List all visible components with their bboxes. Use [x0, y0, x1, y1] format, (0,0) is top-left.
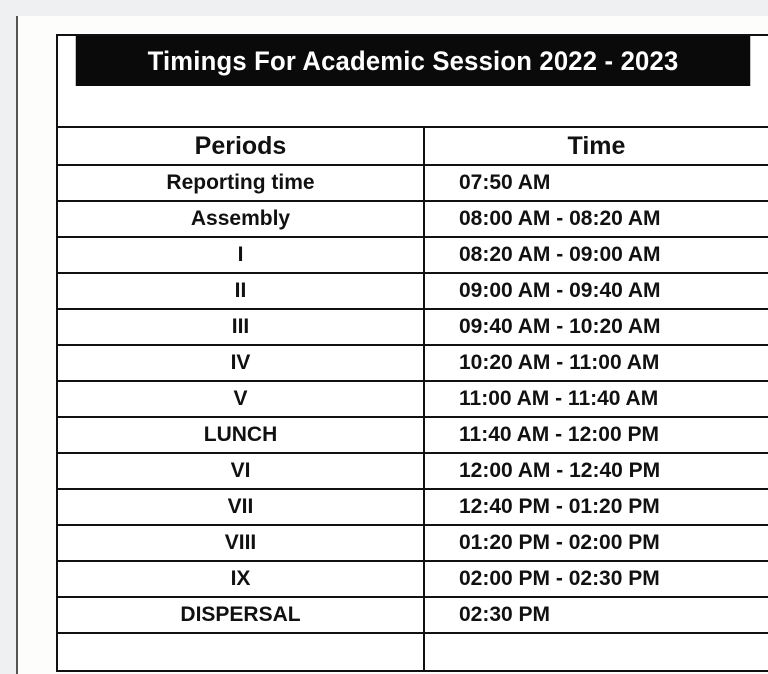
- blank-row: [58, 86, 768, 128]
- period-cell: V: [58, 381, 424, 417]
- table-row: [58, 381, 768, 417]
- table-row: [58, 417, 768, 453]
- period-cell: DISPERSAL: [58, 597, 424, 633]
- time-cell: 09:40 AM - 10:20 AM: [424, 309, 768, 345]
- time-cell: 09:00 AM - 09:40 AM: [424, 273, 768, 309]
- period-cell: LUNCH: [58, 417, 424, 453]
- time-cell: 11:00 AM - 11:40 AM: [424, 381, 768, 417]
- header-periods: Periods: [58, 128, 424, 165]
- time-cell: 10:20 AM - 11:00 AM: [424, 345, 768, 381]
- period-cell: VI: [58, 453, 424, 489]
- table-row: [58, 201, 768, 237]
- time-cell: 01:20 PM - 02:00 PM: [424, 525, 768, 561]
- table-row: [58, 273, 768, 309]
- period-cell: Reporting time: [58, 165, 424, 201]
- table-row: [58, 237, 768, 273]
- time-cell: 08:20 AM - 09:00 AM: [424, 237, 768, 273]
- empty-row: [58, 633, 768, 670]
- table-row: [58, 561, 768, 597]
- table-row: [58, 489, 768, 525]
- time-cell: 12:40 PM - 01:20 PM: [424, 489, 768, 525]
- period-cell: III: [58, 309, 424, 345]
- time-cell: 02:00 PM - 02:30 PM: [424, 561, 768, 597]
- paper-page: [16, 16, 768, 674]
- table-row: [58, 165, 768, 201]
- table-header-row: [58, 128, 768, 165]
- table-row: [58, 597, 768, 633]
- table-row: [58, 309, 768, 345]
- period-cell: IX: [58, 561, 424, 597]
- period-cell: Assembly: [58, 201, 424, 237]
- period-cell: VII: [58, 489, 424, 525]
- table-row: [58, 453, 768, 489]
- document-title: Timings For Academic Session 2022 - 2023: [76, 36, 751, 86]
- table-row: [58, 525, 768, 561]
- empty-cell: [58, 633, 424, 670]
- period-cell: VIII: [58, 525, 424, 561]
- time-cell: 11:40 AM - 12:00 PM: [424, 417, 768, 453]
- timings-table: [58, 128, 768, 670]
- time-cell: 08:00 AM - 08:20 AM: [424, 201, 768, 237]
- period-cell: I: [58, 237, 424, 273]
- period-cell: II: [58, 273, 424, 309]
- timings-sheet: [56, 34, 768, 672]
- time-cell: 07:50 AM: [424, 165, 768, 201]
- time-cell: 12:00 AM - 12:40 PM: [424, 453, 768, 489]
- table-row: [58, 345, 768, 381]
- header-time: Time: [567, 131, 626, 160]
- time-cell: 02:30 PM: [424, 597, 768, 633]
- empty-cell: [424, 633, 768, 670]
- period-cell: IV: [58, 345, 424, 381]
